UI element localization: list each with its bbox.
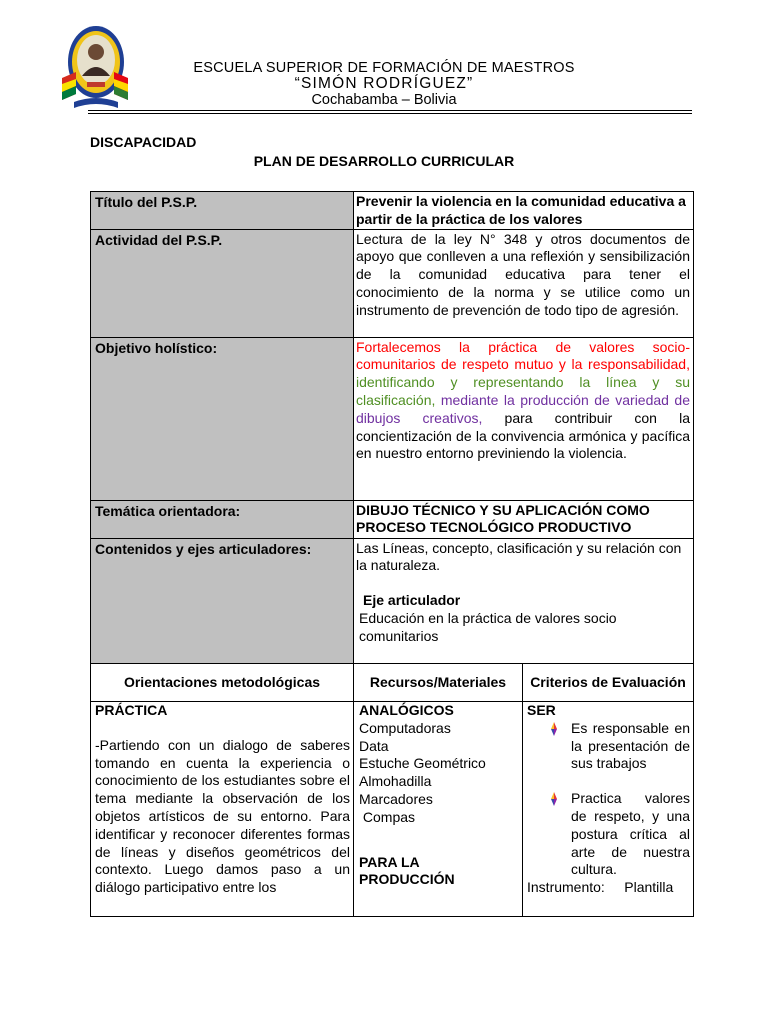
titulo-value: Prevenir la violencia en la comunidad educativa a partir de la práctica de los valores (354, 192, 694, 230)
objetivo-black: para contribuir con la concientización de la convivencia armónica y pacífica en nuestro entorno previniendo la violencia. (356, 409, 690, 462)
school-patron: “SIMÓN RODRÍGUEZ” (294, 75, 474, 92)
row-actividad (91, 229, 694, 337)
practica-title: PRÁCTICA (95, 702, 168, 718)
row-tematica (91, 500, 694, 538)
criterion-item (527, 720, 690, 773)
criterion-text: Practica valores de respeto, y una postura crítica al arte de nuestra cultura. (571, 790, 690, 878)
tematica-value: DIBUJO TÉCNICO Y SU APLICACIÓN COMO PROCESO TECNOLÓGICO PRODUCTIVO (354, 500, 694, 538)
objetivo-label: Objetivo holístico: (91, 337, 354, 500)
recursos-cell (354, 702, 523, 917)
objetivo-red: Fortalecemos la práctica de valores socio-comunitarios de respeto mutuo y la responsabilidad, (356, 338, 690, 373)
col-orientaciones-header: Orientaciones metodológicas (91, 664, 354, 702)
row-contenidos (91, 538, 694, 663)
contenidos-value: Las Líneas, concepto, clasificación y su relación con la naturaleza. (356, 539, 682, 574)
objetivo-green: identificando y representando la línea y su clasificación, (356, 374, 690, 408)
material-item: Estuche Geométrico (359, 755, 486, 772)
header-rule-top (88, 110, 692, 111)
row-titulo (91, 192, 694, 230)
school-name: ESCUELA SUPERIOR DE FORMACIÓN DE MAESTROS (193, 60, 575, 76)
practica-text: -Partiendo con un dialogo de saberes tomando en cuenta la experiencia o conocimiento de los estudiantes sobre el tema mediante la observación de los objetos artísticos de su entorno. Para identificar y reconocer diferentes formas de líneas y diseños geométricos del contexto. Luego damos paso a un diálogo participativo entre los (95, 736, 350, 896)
diamond-bullet-icon (547, 792, 561, 806)
methodology-body-row (91, 702, 694, 917)
actividad-label: Actividad del P.S.P. (91, 229, 354, 337)
eje-value: Educación en la práctica de valores socio comunitarios (359, 609, 617, 644)
doc-category: DISCAPACIDAD (90, 134, 197, 150)
methodology-header-row (91, 664, 694, 702)
analogicos-title: ANALÓGICOS (359, 702, 454, 718)
contenidos-label: Contenidos y ejes articuladores: (91, 538, 354, 663)
criterion-text: Es responsable en la presentación de sus trabajos (571, 719, 690, 772)
col-criterios-header: Criterios de Evaluación (523, 664, 694, 702)
tematica-label: Temática orientadora: (91, 500, 354, 538)
practica-cell (91, 702, 354, 917)
ser-title: SER (527, 702, 556, 718)
plan-table (90, 191, 694, 664)
titulo-label: Título del P.S.P. (91, 192, 354, 230)
instrumento-text: Instrumento: Plantilla (527, 879, 674, 896)
objetivo-purple: mediante la producción de variedad de dibujos creativos, (356, 391, 690, 426)
material-item: Almohadilla (359, 773, 432, 790)
doc-title: PLAN DE DESARROLLO CURRICULAR (253, 153, 515, 169)
contenidos-cell (354, 538, 694, 663)
material-item: Computadoras (359, 719, 451, 736)
material-item: Marcadores (359, 790, 433, 807)
row-objetivo (91, 337, 694, 500)
col-recursos-header: Recursos/Materiales (354, 664, 523, 702)
actividad-value: Lectura de la ley N° 348 y otros documentos de apoyo que conlleven a una reflexión y sensibilización de la comunidad educativa para tener el conocimiento de la norma y se utilice como un instrumento de prevención de todo tipo de agresión. (354, 229, 694, 337)
header-rule-bottom (88, 113, 692, 114)
criterion-item (527, 790, 690, 879)
objetivo-value (354, 337, 694, 500)
material-item: Compas (359, 808, 416, 825)
school-city: Cochabamba – Bolivia (311, 92, 457, 108)
produccion-title: PARA LA PRODUCCIÓN (359, 853, 455, 888)
diamond-bullet-icon (547, 722, 561, 736)
material-item: Data (359, 737, 389, 754)
school-logo (60, 22, 130, 110)
eje-label: Eje articulador (363, 592, 461, 609)
criterios-cell (523, 702, 694, 917)
methodology-table (90, 663, 694, 917)
